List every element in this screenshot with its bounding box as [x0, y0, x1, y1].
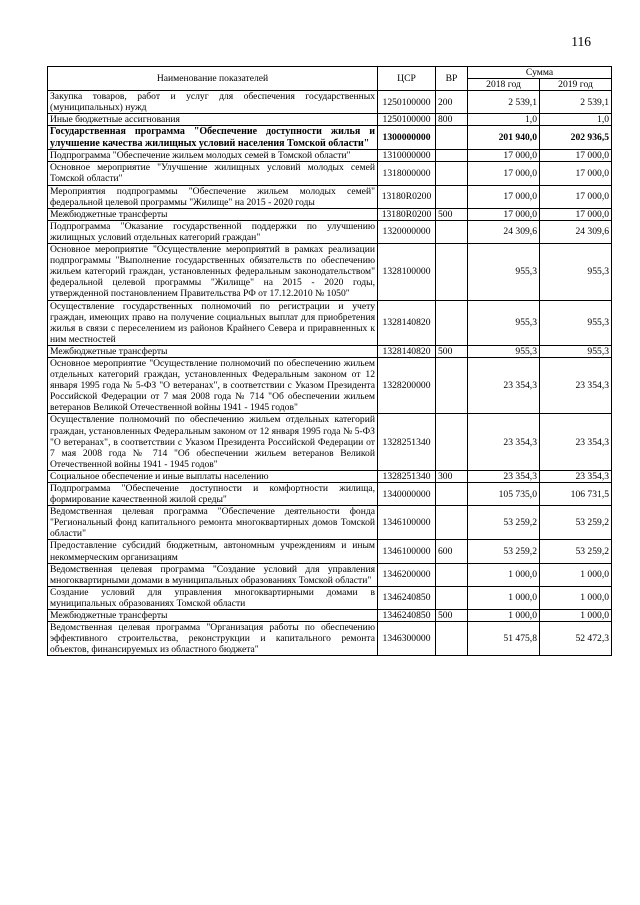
table-row — [48, 357, 612, 413]
header-sum: Сумма — [468, 67, 612, 79]
row-vr-cell: 500 — [436, 610, 468, 622]
row-code-cell: 1346200000 — [378, 563, 436, 586]
row-code-cell: 1340000000 — [378, 483, 436, 506]
table-row — [48, 345, 612, 357]
table-row — [48, 208, 612, 220]
row-sum-2018-cell: 23 354,3 — [468, 414, 540, 470]
row-vr-cell: 500 — [436, 345, 468, 357]
row-code-cell: 1346240850 — [378, 586, 436, 609]
row-name-cell: Закупка товаров, работ и услуг для обеспечения государственных (муниципальных) нужд — [48, 91, 378, 114]
table-row — [48, 114, 612, 126]
table-row — [48, 563, 612, 586]
row-sum-2018-cell: 955,3 — [468, 345, 540, 357]
row-vr-cell — [436, 162, 468, 185]
row-vr-cell — [436, 244, 468, 300]
row-code-cell: 1346100000 — [378, 506, 436, 540]
row-sum-2018-cell: 53 259,2 — [468, 540, 540, 563]
row-sum-2019-cell: 1 000,0 — [540, 563, 612, 586]
header-year-2019: 2019 год — [540, 79, 612, 91]
row-name-cell: Основное мероприятие "Осуществление полномочий по обеспечению жильем отдельных категорий граждан, установленных Федеральным законом от 12 января 1995 года № 5-ФЗ "О ветеранах", в соответствии с Указом Президента Российской Федерации от 7 мая 2008 года № 714 "Об обеспечении жильем ветеранов Великой Отечественной войны 1941 - 1945 годов" — [48, 357, 378, 413]
row-name-cell: Подпрограмма "Оказание государственной поддержки по улучшению жилищных условий отдельных категорий граждан" — [48, 220, 378, 243]
table-row — [48, 470, 612, 482]
row-code-cell: 1346300000 — [378, 622, 436, 656]
table-body — [48, 91, 612, 656]
row-code-cell: 1250100000 — [378, 114, 436, 126]
table-row — [48, 540, 612, 563]
row-sum-2019-cell: 202 936,5 — [540, 126, 612, 150]
row-sum-2019-cell: 24 309,6 — [540, 220, 612, 243]
row-vr-cell — [436, 506, 468, 540]
row-name-cell: Осуществление полномочий по обеспечению жильем отдельных категорий граждан, установленных Федеральным законом от 12 января 1995 года № 5-ФЗ "О ветеранах", в соответствии с Указом Президента Российской Федерации от 7 мая 2008 года № 714 "Об обеспечении жильем ветеранов Великой Отечественной войны 1941 - 1945 годов" — [48, 414, 378, 470]
row-sum-2018-cell: 105 735,0 — [468, 483, 540, 506]
row-sum-2019-cell: 17 000,0 — [540, 162, 612, 185]
row-vr-cell: 500 — [436, 208, 468, 220]
row-sum-2018-cell: 17 000,0 — [468, 208, 540, 220]
row-sum-2019-cell: 106 731,5 — [540, 483, 612, 506]
row-sum-2018-cell: 1 000,0 — [468, 563, 540, 586]
row-code-cell: 1328251340 — [378, 414, 436, 470]
budget-table — [47, 66, 612, 656]
row-sum-2019-cell: 17 000,0 — [540, 208, 612, 220]
table-row — [48, 483, 612, 506]
header-code: ЦСР — [378, 67, 436, 91]
row-sum-2018-cell: 1,0 — [468, 114, 540, 126]
header-name: Наименование показателей — [48, 67, 378, 91]
row-name-cell: Создание условий для управления многоквартирными домами в муниципальных образованиях Томской области — [48, 586, 378, 609]
row-sum-2019-cell: 1 000,0 — [540, 586, 612, 609]
row-vr-cell: 600 — [436, 540, 468, 563]
row-sum-2019-cell: 955,3 — [540, 345, 612, 357]
row-sum-2019-cell: 52 472,3 — [540, 622, 612, 656]
row-code-cell: 13180R0200 — [378, 208, 436, 220]
row-code-cell: 1310000000 — [378, 150, 436, 162]
row-name-cell: Межбюджетные трансферты — [48, 345, 378, 357]
table-row — [48, 220, 612, 243]
row-sum-2018-cell: 1 000,0 — [468, 610, 540, 622]
row-sum-2018-cell: 23 354,3 — [468, 470, 540, 482]
row-sum-2018-cell: 17 000,0 — [468, 185, 540, 208]
row-sum-2018-cell: 17 000,0 — [468, 162, 540, 185]
row-sum-2019-cell: 1,0 — [540, 114, 612, 126]
row-name-cell: Государственная программа "Обеспечение доступности жилья и улучшение качества жилищных условий населения Томской области" — [48, 126, 378, 150]
table-row — [48, 162, 612, 185]
table-row — [48, 586, 612, 609]
row-code-cell: 1328140820 — [378, 300, 436, 345]
row-sum-2018-cell: 1 000,0 — [468, 586, 540, 609]
row-name-cell: Иные бюджетные ассигнования — [48, 114, 378, 126]
row-vr-cell: 300 — [436, 470, 468, 482]
row-sum-2018-cell: 24 309,6 — [468, 220, 540, 243]
row-vr-cell — [436, 622, 468, 656]
row-name-cell: Подпрограмма "Обеспечение жильем молодых семей в Томской области" — [48, 150, 378, 162]
row-code-cell: 1300000000 — [378, 126, 436, 150]
page-number: 116 — [571, 34, 591, 49]
row-vr-cell — [436, 300, 468, 345]
row-sum-2018-cell: 23 354,3 — [468, 357, 540, 413]
row-sum-2019-cell: 2 539,1 — [540, 91, 612, 114]
table-row — [48, 150, 612, 162]
row-code-cell: 1346240850 — [378, 610, 436, 622]
row-code-cell: 1320000000 — [378, 220, 436, 243]
row-code-cell: 1328100000 — [378, 244, 436, 300]
table-row — [48, 300, 612, 345]
table-row — [48, 126, 612, 150]
row-sum-2018-cell: 53 259,2 — [468, 506, 540, 540]
row-code-cell: 1346100000 — [378, 540, 436, 563]
row-code-cell: 1328251340 — [378, 470, 436, 482]
table-row — [48, 185, 612, 208]
row-vr-cell — [436, 185, 468, 208]
row-sum-2019-cell: 23 354,3 — [540, 414, 612, 470]
row-sum-2018-cell: 201 940,0 — [468, 126, 540, 150]
row-sum-2019-cell: 17 000,0 — [540, 185, 612, 208]
row-vr-cell — [436, 563, 468, 586]
row-name-cell: Межбюджетные трансферты — [48, 208, 378, 220]
row-name-cell: Основное мероприятие "Осуществление мероприятий в рамках реализации подпрограммы "Выполнение государственных обязательств по обеспечению жильем категорий граждан, установленных федеральным законодательством" федеральной целевой программы "Жилище" на 2015 - 2020 годы, утвержденной постановлением Правительства РФ от 17.12.2010 № 1050" — [48, 244, 378, 300]
row-name-cell: Социальное обеспечение и иные выплаты населению — [48, 470, 378, 482]
table-row — [48, 622, 612, 656]
row-vr-cell — [436, 150, 468, 162]
row-sum-2019-cell: 23 354,3 — [540, 357, 612, 413]
row-name-cell: Ведомственная целевая программа "Обеспечение деятельности фонда "Региональный фонд капитального ремонта многоквартирных домов Томской области" — [48, 506, 378, 540]
row-code-cell: 1328200000 — [378, 357, 436, 413]
row-sum-2019-cell: 17 000,0 — [540, 150, 612, 162]
row-sum-2018-cell: 955,3 — [468, 244, 540, 300]
row-sum-2019-cell: 955,3 — [540, 244, 612, 300]
row-vr-cell — [436, 220, 468, 243]
row-name-cell: Осуществление государственных полномочий по регистрации и учету граждан, имеющих право на получение социальных выплат для приобретения жилья в связи с переселением из районов Крайнего Севера и приравненных к ним местностей — [48, 300, 378, 345]
header-vr: ВР — [436, 67, 468, 91]
row-name-cell: Подпрограмма "Обеспечение доступности и комфортности жилища, формирование качественной жилой среды" — [48, 483, 378, 506]
row-vr-cell — [436, 126, 468, 150]
row-sum-2018-cell: 955,3 — [468, 300, 540, 345]
table-row — [48, 244, 612, 300]
row-sum-2019-cell: 23 354,3 — [540, 470, 612, 482]
row-vr-cell — [436, 586, 468, 609]
header-year-2018: 2018 год — [468, 79, 540, 91]
row-name-cell: Основное мероприятие "Улучшение жилищных условий молодых семей Томской области" — [48, 162, 378, 185]
row-name-cell: Предоставление субсидий бюджетным, автономным учреждениям и иным некоммерческим организациям — [48, 540, 378, 563]
row-sum-2019-cell: 955,3 — [540, 300, 612, 345]
row-code-cell: 1318000000 — [378, 162, 436, 185]
row-name-cell: Межбюджетные трансферты — [48, 610, 378, 622]
row-sum-2019-cell: 53 259,2 — [540, 540, 612, 563]
row-vr-cell: 800 — [436, 114, 468, 126]
row-sum-2018-cell: 17 000,0 — [468, 150, 540, 162]
table-row — [48, 91, 612, 114]
table-row — [48, 610, 612, 622]
row-name-cell: Ведомственная целевая программа "Организация работы по обеспечению эффективного строительства, реконструкции и капитального ремонта объектов, финансируемых из областного бюджета" — [48, 622, 378, 656]
row-name-cell: Ведомственная целевая программа "Создание условий для управления многоквартирными домами в муниципальных образованиях Томской области" — [48, 563, 378, 586]
row-sum-2018-cell: 51 475,8 — [468, 622, 540, 656]
row-sum-2018-cell: 2 539,1 — [468, 91, 540, 114]
row-sum-2019-cell: 1 000,0 — [540, 610, 612, 622]
row-code-cell: 1328140820 — [378, 345, 436, 357]
table-row — [48, 506, 612, 540]
row-vr-cell — [436, 483, 468, 506]
row-code-cell: 13180R0200 — [378, 185, 436, 208]
row-name-cell: Мероприятия подпрограммы "Обеспечение жильем молодых семей" федеральной целевой программы "Жилище" на 2015 - 2020 годы — [48, 185, 378, 208]
row-vr-cell — [436, 414, 468, 470]
row-vr-cell: 200 — [436, 91, 468, 114]
row-code-cell: 1250100000 — [378, 91, 436, 114]
row-sum-2019-cell: 53 259,2 — [540, 506, 612, 540]
table-row — [48, 414, 612, 470]
row-vr-cell — [436, 357, 468, 413]
